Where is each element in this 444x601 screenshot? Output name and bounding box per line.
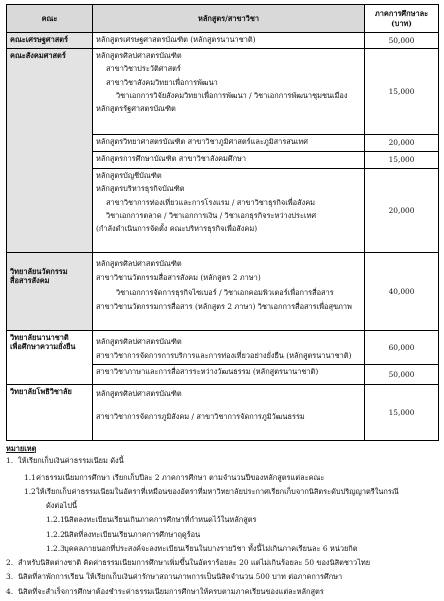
note-number: 2. [6,558,14,567]
table-header-row [7,5,439,33]
program-line: วิชาเอกการตลาด / วิชาเอกการเงิน / วิชาเอกธุรกิจระหว่างประเทศ [106,210,317,220]
note-text: นิสิตที่ลงทะเบียนเรียนภาคการศึกษาฤดูร้อน [64,529,201,539]
fee-cell: 15,000 [365,385,439,441]
program-line: หลักสูตรบริหารธุรกิจบัณฑิต [96,184,185,194]
program-line: หลักสูตรศิลปศาสตรบัณฑิต [96,259,182,268]
note-text: นิสิตที่ลาพักการเรียน ให้เรียกเก็บเงินค่ารักษาสถานภาพการเป็นนิสิตจำนวน 500 บาท ต่อภาคการศึกษา [18,572,343,582]
program-cell [93,49,365,135]
program-line: วิชาเอกการจัดการธุรกิจไซเบอร์ / วิชาเอกคอมพิวเตอร์เพื่อการสื่อสาร [116,287,334,297]
note-text: ให้เรียกเก็บเงินค่าธรรมเนียม ดังนี้ [18,456,124,466]
program-cell [93,33,365,49]
fee-cell: 50,000 [365,33,439,49]
note-item [6,587,440,596]
fee-cell: 15,000 [365,152,439,169]
faculty-line: วิทยาลัยนวัตกรรม [10,267,68,276]
faculty-cell [7,331,93,385]
note-number: 1. [6,456,14,466]
faculty-cell [7,253,93,331]
note-text: สำหรับนิสิตต่างชาติ คิดค่าธรรมเนียมการศึกษาเพิ่มขึ้นในอัตราร้อยละ 20 แต่ไม่เกินร้อยละ 50 ของนิสิตชาวไทย [18,558,371,567]
notes-title: หมายเหตุ [6,444,37,453]
program-cell [93,365,365,385]
note-item [6,487,440,496]
note-number: 3. [6,572,14,582]
note-number: 1.2.1 [46,515,65,525]
note-text: นิสิตลงทะเบียนเรียนเกินภาคการศึกษาที่กำหนดไว้ในหลักสูตร [64,515,257,525]
note-text: นิสิตที่จะสำเร็จการศึกษาต้องชำระค่าธรรมเนียมการศึกษาให้ครบตามภาคเรียนของแต่ละหลักสูตร [18,586,324,596]
note-text: ให้เรียกเก็บค่าธรรมเนียมในอัตราที่เหมือนของอัตราที่มหาวิทยาลัยประกาศเรียกเก็บจากนิสิตระดับปริญญาตรีในกรณี [36,486,399,496]
header-program: หลักสูตร/สาขาวิชา [93,5,365,33]
program-cell [93,253,365,331]
program-line: (กำลังดำเนินการจัดตั้ง คณะบริหารธุรกิจเพื่อสังคม) [96,224,258,233]
table-row [7,33,439,49]
note-item [6,572,440,581]
note-text: บุคคลภายนอกที่ประสงค์จะลงทะเบียนเรียนในบางรายวิชา ทั้งนี้ไม่เกินภาคเรียนละ 6 หน่วยกิต [64,543,358,553]
note-item [6,473,440,482]
header-fee [365,5,439,33]
faculty-cell: คณะเศรษฐศาสตร์ [7,33,93,49]
note-text: ค่าธรรมเนียมการศึกษา เรียกเก็บปีละ 2 ภาคการศึกษา ตามจำนวนปีของหลักสูตรแต่ละคณะ [36,472,325,482]
program-line: หลักสูตรบัญชีบัณฑิต [96,171,162,180]
fee-cell: 60,000 [365,331,439,365]
header-faculty: คณะ [7,5,93,33]
program-cell [93,385,365,441]
note-continuation: ดังต่อไปนี้ [46,501,78,510]
faculty-line: เพื่อศึกษาความยั่งยืน [10,342,76,352]
program-line: สาขาวิชาการจัดการภูมิสังคม / สาขาวิชาการจัดการภูมิวัฒนธรรม [96,412,305,422]
program-cell [93,152,365,169]
table-row [7,331,439,365]
faculty-cell: คณะสังคมศาสตร์ [7,49,93,253]
note-item [6,530,440,539]
note-number: 1.2 [24,486,36,496]
program-line: หลักสูตรการศึกษาบัณฑิต สาขาวิชาสังคมศึกษา [96,154,247,163]
note-item [6,558,440,567]
program-line: หลักสูตรศิลปศาสตรบัณฑิต [96,51,182,60]
note-item [6,544,440,553]
header-fee-line1: ภาคการศึกษาละ [374,9,429,19]
faculty-line: สื่อสารสังคม [10,276,50,286]
table-row [7,385,439,441]
program-cell [93,331,365,365]
table-row [7,49,439,135]
program-line: สาขาวิชาประวัติศาสตร์ [106,64,181,74]
note-number: 1.2.3 [46,543,65,553]
fee-cell: 20,000 [365,135,439,152]
program-cell [93,169,365,253]
faculty-line: วิทยาลัยนานาชาติ [10,333,69,342]
program-line: สาขาวิชาการจัดการการบริการและการท่องเที่ยวอย่างยั่งยืน (หลักสูตรนานาชาติ) [96,351,352,361]
note-item [6,456,440,465]
table-row [7,253,439,331]
note-number: 1.2.2 [46,529,65,539]
fee-cell: 40,000 [365,253,439,331]
program-line: สาขาวิชานวัตกรรมการสื่อสาร (หลักสูตร 2 ภาษา) วิชาเอกการสื่อสารเพื่อสุขภาพ [96,301,352,311]
program-line: หลักสูตรเศรษฐศาสตรบัณฑิต (หลักสูตรนานาชาติ) [96,35,256,44]
fee-table [6,4,439,441]
program-line: สาขาวิชานวัตกรรมสื่อสารสังคม (หลักสูตร 2 ภาษา) [96,273,261,283]
faculty-cell: วิทยาลัยโพธิวิชาลัย [7,385,93,441]
program-line: สาขาวิชาสังคมวิทยาเพื่อการพัฒนา [106,77,218,87]
note-number: 1.1 [24,472,36,482]
notes-section [6,444,440,601]
fee-cell: 15,000 [365,49,439,135]
program-line: สาขาวิชาภาษาและการสื่อสารระหว่างวัฒนธรรม (หลักสูตรนานาชาติ) [96,367,319,376]
header-fee-line2: (บาท) [391,18,412,28]
program-line: หลักสูตรรัฐศาสตรบัณฑิต [96,104,176,113]
fee-cell: 20,000 [365,169,439,253]
program-cell [93,135,365,152]
program-line: สาขาวิชาการท่องเที่ยวและการโรงแรม / สาขาวิชาธุรกิจเพื่อสังคม [106,197,316,207]
program-line: หลักสูตรวิทยาศาสตรบัณฑิต สาขาวิชาภูมิศาสตร์และภูมิสารสนเทศ [96,137,308,146]
note-item [6,515,440,524]
fee-cell: 50,000 [365,365,439,385]
program-line: หลักสูตรศิลปศาสตรบัณฑิต [96,337,182,346]
program-line: หลักสูตรศิลปศาสตรบัณฑิต [96,389,182,398]
program-line: วิชาเอกการวิจัยสังคมวิทยาเพื่อการพัฒนา / วิชาเอกการพัฒนาชุมชนเมือง [116,90,348,100]
note-number: 4. [6,586,14,596]
